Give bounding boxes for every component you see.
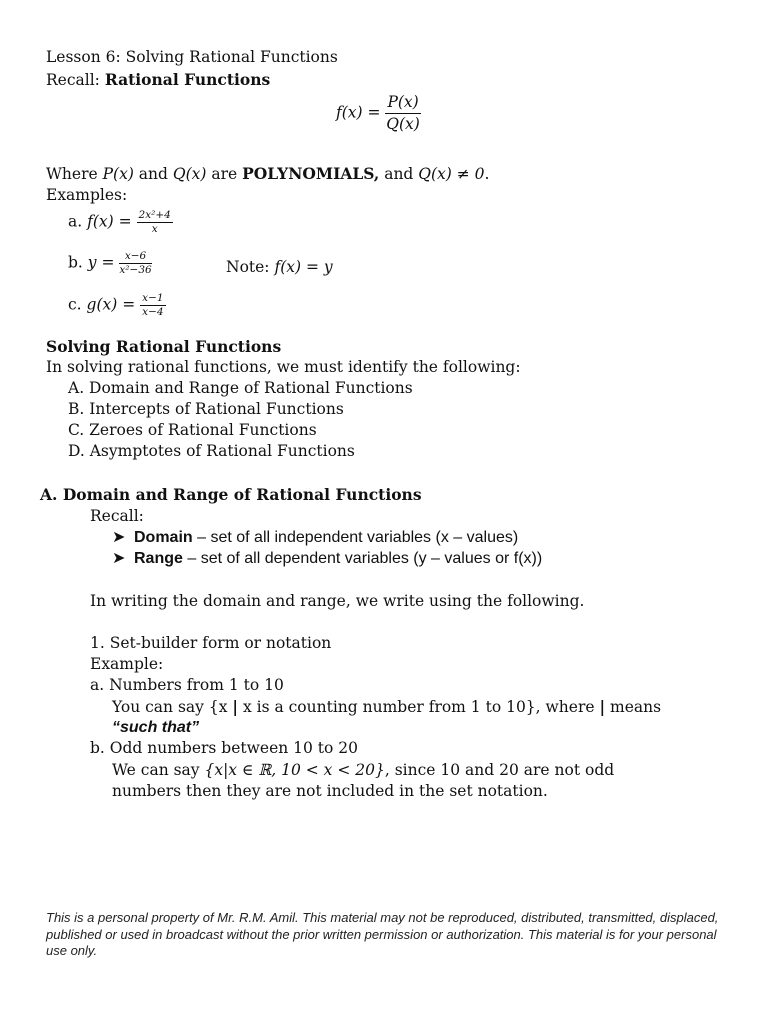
example-numerator: x−1 [142, 292, 164, 304]
example-denominator: x−4 [142, 306, 164, 318]
example-a [68, 209, 173, 236]
example-a-title: a. Numbers from 1 to 10 [90, 676, 284, 694]
example-b-title: b. Odd numbers between 10 to 20 [90, 739, 359, 757]
writing-intro: In writing the domain and range, we write using the following. [90, 592, 585, 610]
q-of-x: Q(x) [172, 165, 207, 183]
solving-item: C. Zeroes of Rational Functions [68, 421, 317, 439]
solving-heading: Solving Rational Functions [46, 337, 282, 356]
polynomials-keyword: POLYNOMIALS, [242, 164, 380, 183]
note-formula: f(x) = y [274, 258, 333, 276]
p-of-x: P(x) [102, 165, 134, 183]
recall-label: Recall: [46, 71, 100, 89]
example-fraction [140, 292, 165, 319]
bullet-definition: – set of all independent variables (x – values) [192, 529, 519, 546]
definition-text: Where [46, 165, 103, 183]
main-formula-lhs: f(x) = [336, 103, 381, 122]
example-numerator: x−6 [119, 250, 151, 264]
example-text: You can say {x [112, 698, 233, 716]
example-denominator: x [151, 223, 158, 235]
example-b [68, 250, 152, 277]
note-label: Note: [226, 258, 275, 276]
bullet-term: Range [134, 550, 183, 567]
example-numerator: 2x²+4 [138, 209, 171, 221]
example-b-text-cont: numbers then they are not included in the set notation. [112, 782, 548, 800]
example-denominator: x²−36 [119, 264, 152, 276]
arrow-bullet-icon: ➤ [112, 550, 126, 567]
example-prefix: c. [68, 295, 87, 314]
examples-label: Examples: [46, 186, 128, 204]
such-that-bar: | [599, 697, 606, 716]
main-formula-numerator: P(x) [385, 92, 420, 114]
definition-text: . [484, 165, 490, 183]
example-text: x is a counting number from 1 to 10}, where [238, 698, 600, 716]
example-lhs: g(x) = [86, 295, 136, 314]
bullet-term: Domain [134, 529, 193, 546]
example-a-text [112, 696, 661, 718]
example-label: Example: [90, 655, 164, 673]
example-b-note [226, 257, 333, 278]
example-prefix: a. [68, 212, 88, 231]
such-that-phrase: “such that” [112, 719, 200, 736]
main-formula-fraction [385, 92, 420, 135]
definition-text: are [206, 165, 243, 183]
lesson-title: Lesson 6: Solving Rational Functions [46, 48, 338, 66]
example-text: means [605, 698, 662, 716]
nonzero-condition: Q(x) ≠ 0 [418, 165, 485, 183]
set-notation: {x|x ∈ ℝ, 10 < x < 20} [204, 761, 385, 779]
main-formula [336, 92, 421, 135]
example-text: , since 10 and 20 are not odd [384, 761, 615, 779]
example-c [68, 292, 166, 319]
solving-intro: In solving rational functions, we must identify the following: [46, 358, 521, 376]
main-formula-denominator: Q(x) [386, 115, 420, 133]
solving-item: A. Domain and Range of Rational Functions [68, 379, 413, 397]
such-that-bar: | [232, 697, 239, 716]
section-a-recall: Recall: [90, 507, 144, 525]
bullet-definition: – set of all dependent variables (y – values or f(x)) [182, 550, 543, 567]
solving-item: B. Intercepts of Rational Functions [68, 400, 344, 418]
section-a-heading: A. Domain and Range of Rational Functions [40, 485, 422, 504]
example-b-text [112, 760, 614, 781]
example-lhs: y = [87, 253, 115, 272]
definition-text: and [133, 165, 173, 183]
recall-line [46, 69, 270, 91]
solving-item: D. Asymptotes of Rational Functions [68, 442, 355, 460]
domain-bullet [112, 527, 518, 548]
definition-text: and [379, 165, 419, 183]
arrow-bullet-icon: ➤ [112, 529, 126, 546]
recall-topic: Rational Functions [104, 70, 271, 89]
example-fraction [119, 250, 151, 277]
range-bullet [112, 548, 542, 569]
example-prefix: b. [68, 253, 88, 272]
example-lhs: f(x) = [87, 212, 132, 231]
definition-line [46, 163, 489, 185]
example-text: We can say [112, 761, 205, 779]
copyright-footer: This is a personal property of Mr. R.M. Amil. This material may not be reproduced, distributed, transmitted, displaced, published or used in broadcast without the prior written permission or authorization. This material is for your personal use only. [46, 910, 719, 958]
example-fraction [137, 209, 173, 236]
set-builder-heading: 1. Set-builder form or notation [90, 634, 332, 652]
